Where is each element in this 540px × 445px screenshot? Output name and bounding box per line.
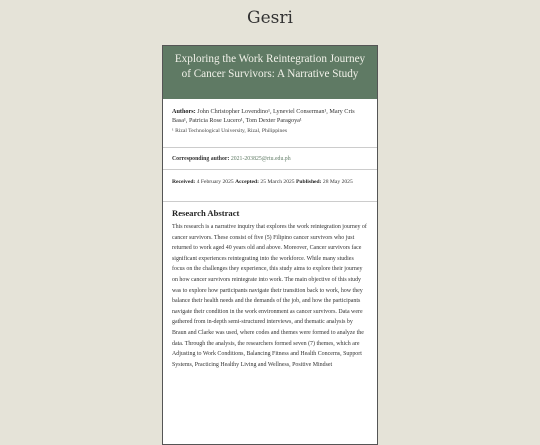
affiliation: ¹ Rizal Technological University, Rizal, Philippines <box>172 128 288 135</box>
published-date: 28 May 2025 <box>322 179 353 185</box>
article-card <box>162 45 378 445</box>
accepted-label: Accepted: <box>235 179 260 185</box>
authors-section <box>163 99 377 148</box>
abstract-section <box>163 202 377 376</box>
accepted-date: 25 March 2025 <box>260 179 295 185</box>
received-label: Received: <box>172 179 196 185</box>
site-title[interactable]: Gesri <box>247 8 293 28</box>
corresponding-label: Corresponding author: <box>172 156 230 162</box>
received-date: 4 February 2025 <box>196 179 234 185</box>
dates-section <box>163 170 377 202</box>
abstract-heading: Research Abstract <box>172 208 240 218</box>
article-title: Exploring the Work Reintegration Journey of Cancer Survivors: A Narrative Study <box>163 46 377 99</box>
corresponding-email[interactable]: 2021-203825@rtu.edu.ph <box>230 156 291 162</box>
abstract-text: This research is a narrative inquiry that explores the work reintegration journey of cancer survivors. These consist of five (5) Filipino cancer survivors who just returned to work aged 40 years old and above. Moreover, Cancer survivors face significant experiences reintegrating into the workforce. While many studies focus on the challenges they experience, this study aims to explore their journey on how cancer survivors reintegrate into work. The main objective of this study was to explore how participants navigate their transition back to work, how they balance their health needs and the demands of the job, and how the participants navigate their condition in the work environment as cancer survivors. Data were gathered from in-depth semi-structured interviews, and thematic analysis by Braun and Clarke was used, where codes and themes were formed to analyze the data. Through the analysis, the researchers formed seven (7) themes, which are Adjusting to Work Conditions, Balancing Fitness and Health Concerns, Support Systems, Practicing Healthy Living and Wellness, Positive Mindset <box>172 224 367 368</box>
published-label: Published: <box>296 179 322 185</box>
authors-label: Authors: <box>172 108 196 115</box>
authors-list: John Christopher Lovendino¹, Lyneviel Conserman¹, Mary Cris Basa¹, Patricia Rose Lucero¹, Tom Dexter Paragoya¹ <box>172 108 355 125</box>
corresponding-section <box>163 148 377 170</box>
